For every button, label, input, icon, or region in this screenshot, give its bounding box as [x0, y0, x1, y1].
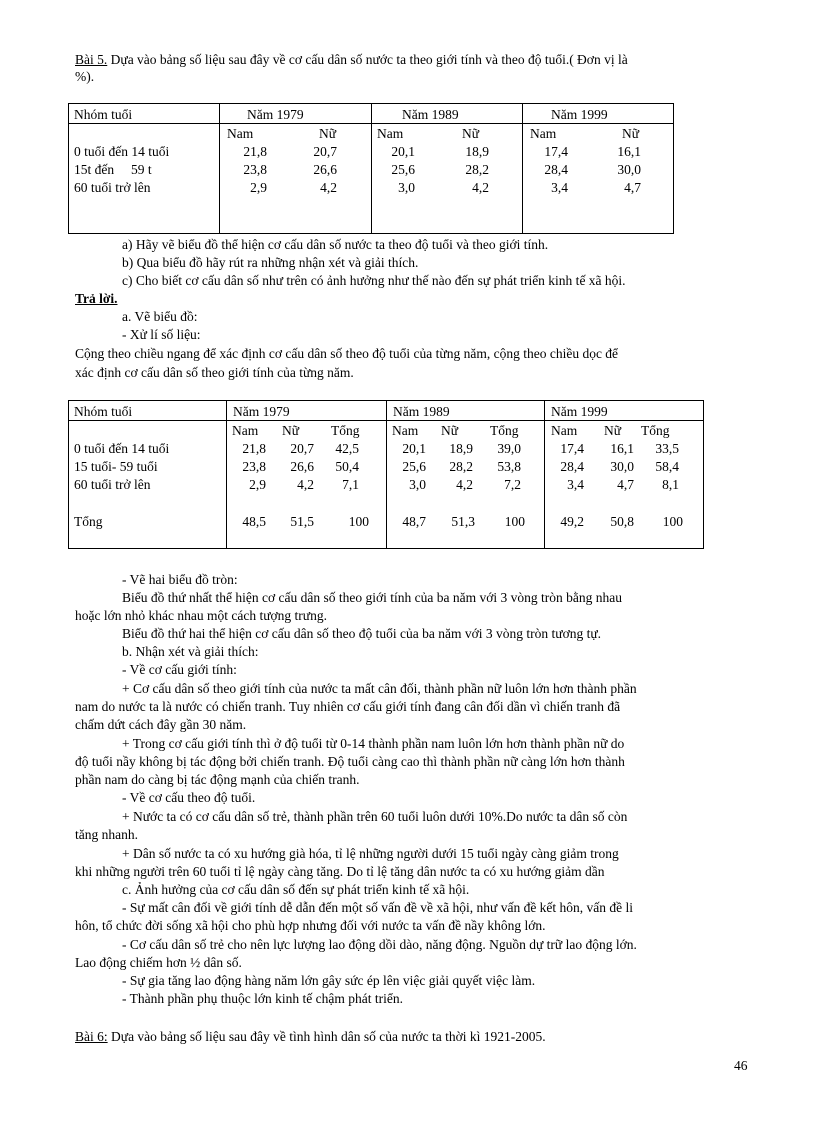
table2-header-1989: Năm 1989	[393, 404, 450, 419]
body-line: Lao động chiếm hơn ½ dân số.	[75, 955, 242, 970]
exercise-6-line: Bài 6: Dựa vào bảng số liệu sau đây về tình hình dân số của nước ta thời kì 1921-2005.	[75, 1029, 546, 1044]
body-line: hoặc lớn nhỏ khác nhau một cách tượng trưng.	[75, 608, 327, 623]
question-c: c) Cho biết cơ cấu dân số như trên có ảnh hưởng như thế nào đến sự phát triển kinh tế xã hội.	[122, 273, 626, 288]
body-line: - Cơ cấu dân số trẻ cho nên lực lượng lao động dồi dào, năng động. Nguồn dự trữ lao động lớn.	[122, 937, 637, 952]
table2-sub-female-1999: Nữ	[604, 423, 622, 438]
exercise-5-label: Bài 5.	[75, 52, 108, 67]
exercise-5-line-2: %).	[75, 69, 95, 84]
table2-header-1979: Năm 1979	[233, 404, 290, 419]
body-line: - Vẽ hai biểu đồ tròn:	[122, 572, 238, 587]
body-line: hôn, tổ chức đời sống xã hội cho phù hợp nhưng đối với nước ta vấn đề nầy không lớn.	[75, 918, 546, 933]
table1-sub-male-1979: Nam	[227, 126, 254, 141]
body-line: - Sự mất cân đối về giới tính dễ dẫn đến một số vấn đề về xã hội, như vấn đề kết hôn, vấn đề li	[122, 900, 634, 915]
body-line: c. Ảnh hưởng của cơ cấu dân số đến sự phát triển kinh tế xã hội.	[122, 882, 470, 897]
population-table-2: Nhóm tuổi Năm 1979 Năm 1989 Năm 1999 Nam Nữ Tổng Nam Nữ Tổng Nam Nữ Tổng 0 tuổi đến 14 tuổi 21,8 20,7 42,5 20,1 18,9 39,0 17,4 16,1 33,5 15 tuổi- 59 tuổi 23,8 26,6 50,4 25,6 28,2 53,8 28,4 30,0 58,4 60 tuổi trở lên 2,9 4,2 7,1 3,0 4,2 7,2 3,4 4,7 8,1 Tổng 48,5 51,5 100 48,7 51,3 100 49,2 50,8 100	[68, 400, 704, 549]
process-line-2: xác định cơ cấu dân số theo giới tính của từng năm.	[75, 365, 354, 380]
page-number: 46	[734, 1058, 748, 1073]
table1-sub-female-1979: Nữ	[319, 126, 337, 141]
body-line: chấm dứt cách đây gần 30 năm.	[75, 717, 247, 732]
answer-heading: Trả lời.	[75, 291, 118, 306]
table2-header-group: Nhóm tuổi	[74, 404, 133, 419]
body-line: tăng nhanh.	[75, 827, 138, 842]
body-line: - Sự gia tăng lao động hàng năm lớn gây sức ép lên việc giải quyết việc làm.	[122, 973, 536, 988]
table2-sub-total-1979: Tổng	[331, 423, 360, 438]
table1-sub-male-1999: Nam	[530, 126, 557, 141]
table1-sub-female-1999: Nữ	[622, 126, 640, 141]
body-line: b. Nhận xét và giải thích:	[122, 644, 259, 659]
body-line: + Nước ta có cơ cấu dân số trẻ, thành phần trên 60 tuổi luôn dưới 10%.Do nước ta dân số còn	[122, 809, 628, 824]
body-line: khi những người trên 60 tuổi tỉ lệ ngày càng tăng. Do tỉ lệ tăng dân nước ta có xu hướng giảm dần	[75, 864, 605, 879]
part-a-heading: a. Vẽ biểu đồ:	[122, 309, 198, 324]
body-line: + Cơ cấu dân số theo giới tính của nước ta mất cân đối, thành phần nữ luôn lớn hơn thành phần	[122, 681, 637, 696]
table1-header-1979: Năm 1979	[247, 107, 304, 122]
body-line: - Về cơ cấu theo độ tuổi.	[122, 790, 256, 805]
population-table-1: Nhóm tuổi Năm 1979 Năm 1989 Năm 1999 Nam Nữ Nam Nữ Nam Nữ 0 tuổi đến 14 tuổi 21,8 20,7 20,1 18,9 17,4 16,1 15t đến 59 t 23,8 26,6 25,6 28,2 28,4 30,0 60 tuổi trở lên 2,9 4,2 3,0 4,2 3,4 4,7	[68, 103, 674, 234]
question-a: a) Hãy vẽ biểu đồ thể hiện cơ cấu dân số nước ta theo độ tuổi và theo giới tính.	[122, 237, 549, 252]
table2-sub-total-1999: Tổng	[641, 423, 670, 438]
body-line: độ tuổi nầy không bị tác động bởi chiến tranh. Độ tuổi càng cao thì thành phần nữ càng lớn hơn thành	[75, 754, 625, 769]
table1-sub-male-1989: Nam	[377, 126, 404, 141]
table2-sub-total-1989: Tổng	[490, 423, 519, 438]
table1-header-1989: Năm 1989	[402, 107, 459, 122]
process-line-1: Cộng theo chiều ngang để xác định cơ cấu dân số theo độ tuổi của từng năm, cộng theo chiều dọc để	[75, 346, 619, 361]
table1-header-1999: Năm 1999	[551, 107, 608, 122]
body-line: Biểu đồ thứ nhất thể hiện cơ cấu dân số theo giới tính của ba năm với 3 vòng tròn bằng nhau	[122, 590, 623, 605]
exercise-6-label: Bài 6:	[75, 1029, 108, 1044]
body-line: nam do nước ta là nước có chiến tranh. Tuy nhiên cơ cấu giới tính đang cân đối dần vì chiến tranh đã	[75, 699, 621, 714]
table1-header-group: Nhóm tuổi	[74, 107, 133, 122]
question-b: b) Qua biểu đồ hãy rút ra những nhận xét và giải thích.	[122, 255, 419, 270]
table2-sub-male-1999: Nam	[551, 423, 578, 438]
table2-sub-male-1979: Nam	[232, 423, 259, 438]
body-line: phần nam do càng bị tác động mạnh của chiến tranh.	[75, 772, 360, 787]
table2-header-1999: Năm 1999	[551, 404, 608, 419]
body-line: Biểu đồ thứ hai thể hiện cơ cấu dân số theo độ tuổi của ba năm với 3 vòng tròn tương tự.	[122, 626, 602, 641]
body-line: - Thành phần phụ thuộc lớn kinh tế chậm phát triển.	[122, 991, 403, 1006]
table2-sub-female-1989: Nữ	[441, 423, 459, 438]
table2-sub-male-1989: Nam	[392, 423, 419, 438]
body-line: + Dân số nước ta có xu hướng già hóa, tỉ lệ những người dưới 15 tuổi ngày càng giảm trong	[122, 846, 619, 861]
table2-sub-female-1979: Nữ	[282, 423, 300, 438]
body-line: - Về cơ cấu giới tính:	[122, 662, 237, 677]
body-line: + Trong cơ cấu giới tính thì ở độ tuổi từ 0-14 thành phần nam luôn lớn hơn thành phần nữ do	[122, 736, 625, 751]
exercise-5-line-1: Bài 5. Dựa vào bảng số liệu sau đây về cơ cấu dân số nước ta theo giới tính và theo độ tuổi.( Đơn vị là	[75, 52, 628, 67]
part-a-process-heading: - Xử lí số liệu:	[122, 327, 201, 342]
table1-sub-female-1989: Nữ	[462, 126, 480, 141]
